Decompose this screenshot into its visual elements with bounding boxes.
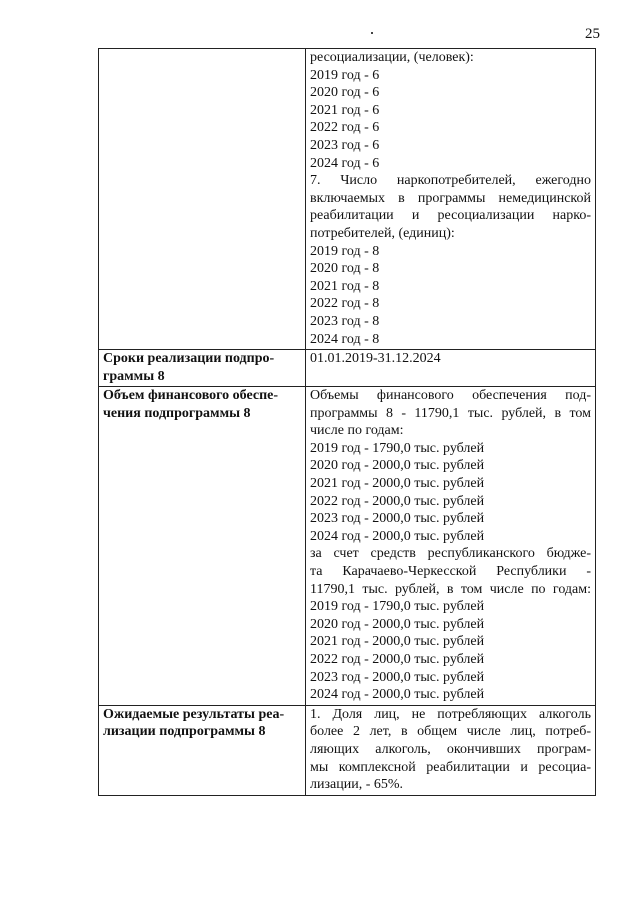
text-line: 2023 год - 8 xyxy=(310,313,380,329)
table-row-funding xyxy=(99,387,596,706)
label-line: чения подпрограммы 8 xyxy=(103,405,251,421)
text-line: мы комплексной реабилитации и ресоциа- xyxy=(310,759,591,775)
text-line: 2024 год - 2000,0 тыс. рублей xyxy=(310,687,485,703)
text-line: ляющих алкоголь, окончивших програм- xyxy=(310,741,591,757)
text-line: лизации, - 65%. xyxy=(310,777,404,793)
text-line: 2022 год - 2000,0 тыс. рублей xyxy=(310,493,485,509)
row-value xyxy=(306,350,596,387)
text-line: 2021 год - 6 xyxy=(310,102,380,118)
page-number: 25 xyxy=(585,26,600,42)
text-line: 7. Число наркопотребителей, ежегодно xyxy=(310,173,591,189)
text-line: программы 8 - 11790,1 тыс. рублей, в том xyxy=(310,405,591,421)
text-line: 2021 год - 8 xyxy=(310,278,380,294)
text-line: 2019 год - 1790,0 тыс. рублей xyxy=(310,599,485,615)
label-line: Ожидаемые результаты реа- xyxy=(103,706,285,722)
label-line: граммы 8 xyxy=(103,368,165,384)
text-line: 2023 год - 2000,0 тыс. рублей xyxy=(310,511,485,527)
text-line: 2020 год - 8 xyxy=(310,261,380,277)
text-line: ресоциализации, (человек): xyxy=(310,50,474,65)
text-line: 2020 год - 2000,0 тыс. рублей xyxy=(310,616,485,632)
text-line: 2020 год - 6 xyxy=(310,85,380,101)
text-line: 2019 год - 1790,0 тыс. рублей xyxy=(310,440,485,456)
text-line: 11790,1 тыс. рублей, в том числе по годам: xyxy=(310,581,591,597)
label-line: Сроки реализации подпро- xyxy=(103,351,275,367)
text-line: 2022 год - 6 xyxy=(310,120,380,136)
table-row-timeline xyxy=(99,350,596,387)
table-row-indicators xyxy=(99,49,596,350)
table-row-expected-results xyxy=(99,705,596,795)
text-line: 2021 год - 2000,0 тыс. рублей xyxy=(310,634,485,650)
row-value xyxy=(306,705,596,795)
text-line: 2022 год - 8 xyxy=(310,296,380,312)
text-line: 2021 год - 2000,0 тыс. рублей xyxy=(310,476,485,492)
label-line: лизации подпрограммы 8 xyxy=(103,724,266,740)
text-line: 2022 год - 2000,0 тыс. рублей xyxy=(310,652,485,667)
text-line: 2024 год - 2000,0 тыс. рублей xyxy=(310,528,485,544)
label-line: Объем финансового обеспе- xyxy=(103,388,279,404)
row-value xyxy=(306,387,596,706)
text-line: 2024 год - 6 xyxy=(310,155,380,171)
text-line: 01.01.2019-31.12.2024 xyxy=(310,351,441,367)
row-label xyxy=(99,705,306,795)
row-label xyxy=(99,49,306,350)
text-line: реабилитации и ресоциализации нарко- xyxy=(310,208,591,224)
text-line: числе по годам: xyxy=(310,423,404,439)
text-line: 2023 год - 2000,0 тыс. рублей xyxy=(310,669,485,685)
row-value xyxy=(306,49,596,350)
text-line: 2019 год - 8 xyxy=(310,243,380,259)
text-line: 1. Доля лиц, не потребляющих алкоголь xyxy=(310,706,591,722)
text-line: 2019 год - 6 xyxy=(310,67,380,83)
text-line: за счет средств республиканского бюдже- xyxy=(310,546,591,562)
scan-speck xyxy=(371,32,373,34)
subprogram-passport-table xyxy=(98,48,596,796)
text-line: Объемы финансового обеспечения под- xyxy=(310,388,591,404)
text-line: включаемых в программы немедицинской xyxy=(310,190,591,206)
text-line: потребителей, (единиц): xyxy=(310,225,455,241)
text-line: та Карачаево-Черкесской Республики - xyxy=(310,564,591,580)
text-line: 2020 год - 2000,0 тыс. рублей xyxy=(310,458,485,474)
text-line: 2024 год - 8 xyxy=(310,331,380,347)
text-line: 2023 год - 6 xyxy=(310,137,380,153)
row-label xyxy=(99,387,306,706)
row-label xyxy=(99,350,306,387)
text-line: более 2 лет, в общем числе лиц, потреб- xyxy=(310,724,591,740)
